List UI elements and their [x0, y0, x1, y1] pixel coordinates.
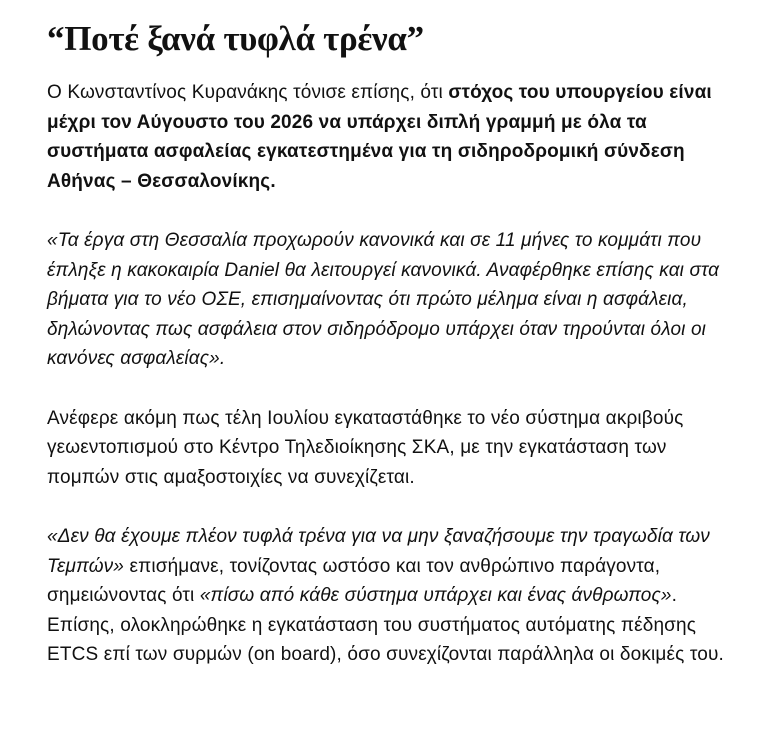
quote-blind-trains: «Δεν θα έχουμε πλέον τυφλά τρένα για να μην ξαναζήσουμε την τραγωδία των Τεμπών» [47, 526, 710, 577]
paragraph-bold-highlight: στόχος του υπουργείου είναι μέχρι τον Αύγουστο του 2026 να υπάρχει διπλή γραμμή με όλα τα συστήματα ασφαλείας εγκατεστημένα για τη σιδηροδρομική σύνδεση Αθήνας – Θεσσαλονίκης. [47, 82, 712, 192]
paragraph-thessaly-quote: «Τα έργα στη Θεσσαλία προχωρούν κανονικά και σε 11 μήνες το κομμάτι που έπληξε η κακοκαιρία Daniel θα λειτουργεί κανονικά. Αναφέρθηκε επίσης και στα βήματα για το νέο ΟΣΕ, επισημαίνοντας ότι πρώτο μέλημα είναι η ασφάλεια, δηλώνοντας πως ασφάλεια στον σιδηρόδρομο υπάρχει όταν τηρούνται όλοι οι κανόνες ασφαλείας». [47, 230, 720, 369]
quote-human-behind-system: «πίσω από κάθε σύστημα υπάρχει και ένας άνθρωπος» [199, 585, 672, 606]
paragraph-blind-trains [47, 522, 732, 670]
paragraph-text-etcs: . Επίσης, ολοκληρώθηκε η εγκατάσταση του συστήματος αυτόματης πέδησης ETCS επί των συρμών (on board), όσο συνεχίζονται παράλληλα οι δοκιμές του. [47, 585, 724, 665]
paragraph-geolocation: Ανέφερε ακόμη πως τέλη Ιουλίου εγκαταστάθηκε το νέο σύστημα ακριβούς γεωεντοπισμού στο Κέντρο Τηλεδιοίκησης ΣΚΑ, με την εγκατάσταση των πομπών στις αμαξοστοιχίες να συνεχίζεται. [47, 407, 684, 488]
paragraph-target-2026 [47, 78, 732, 196]
paragraph-text-human-factor: επισήμανε, τονίζοντας ωστόσο και τον ανθρώπινο παράγοντα, σημειώνοντας ότι [47, 555, 661, 606]
paragraph-intro-text: Ο Κωνσταντίνος Κυρανάκης τόνισε επίσης, ότι [47, 82, 449, 103]
section-headline: “Ποτέ ξανά τυφλά τρένα” [47, 19, 424, 58]
